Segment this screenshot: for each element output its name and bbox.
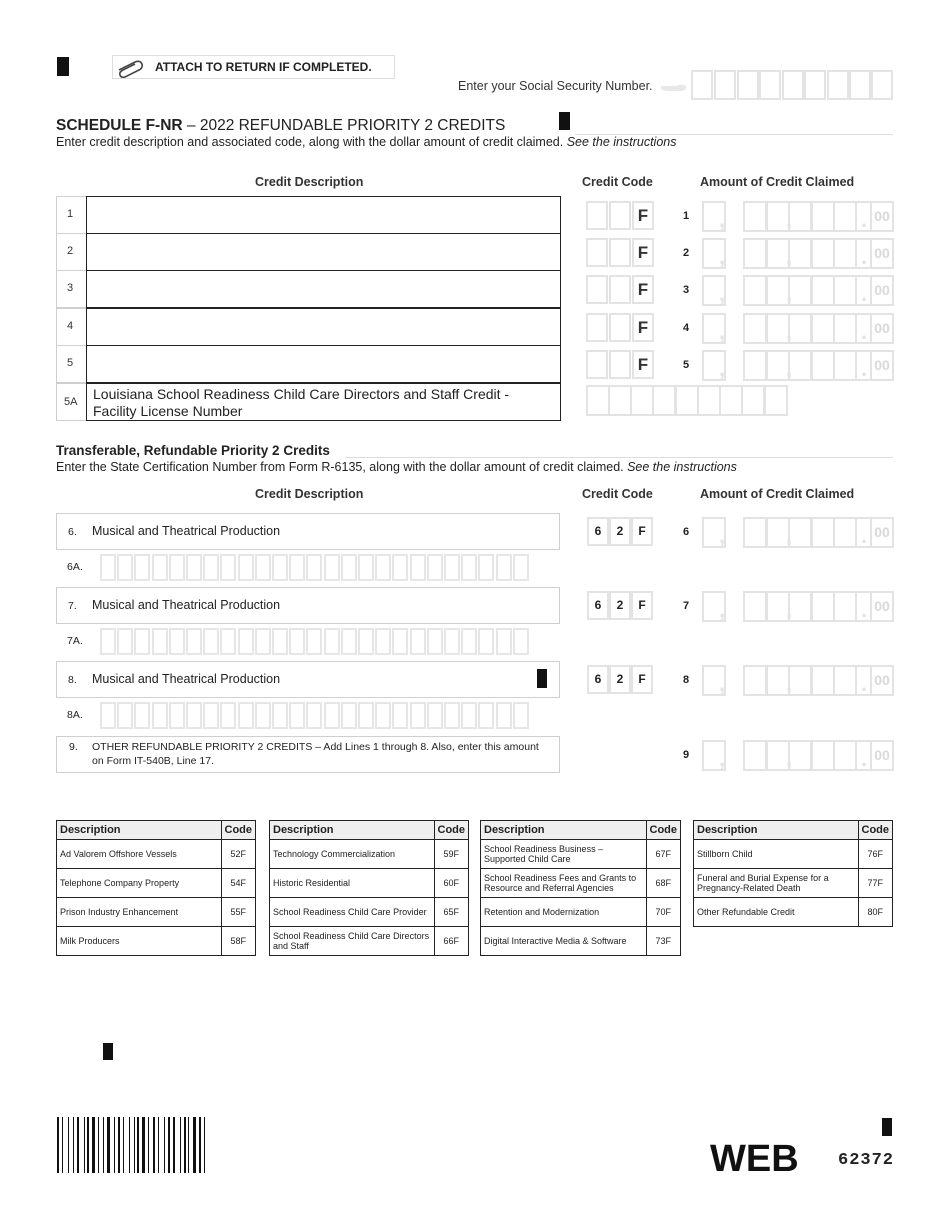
code-char: 2 — [609, 665, 631, 694]
row-9-number: 9. — [69, 741, 78, 753]
code-char: F — [631, 591, 653, 620]
credit-code: 58F — [221, 927, 256, 956]
row-number-1: 1 — [67, 208, 74, 220]
code-table-code-header: Code — [858, 821, 893, 840]
table-row — [481, 869, 681, 898]
row-4-amount-label: 4 — [683, 322, 690, 334]
row-2-cents: 00 — [874, 245, 890, 261]
credit-description: Milk Producers — [57, 927, 222, 956]
col-header-credit-code: Credit Code — [582, 175, 653, 189]
code-char: 2 — [609, 517, 631, 546]
col-header-credit-code-2: Credit Code — [582, 487, 653, 501]
code-table-4 — [693, 820, 893, 927]
web-label: WEB — [710, 1138, 799, 1180]
credit-description: School Readiness Fees and Grants to Resource and Referral Agencies — [481, 869, 647, 898]
section2-rule — [345, 457, 893, 458]
table-row — [270, 869, 469, 898]
code-table-1 — [56, 820, 256, 956]
row-6-desc-text: Musical and Theatrical Production — [92, 524, 281, 538]
table-row — [694, 840, 893, 869]
credit-description: Stillborn Child — [694, 840, 859, 869]
instructions-see: See the instructions — [566, 135, 677, 149]
row-9-amount-label: 9 — [683, 749, 690, 761]
section2-instructions-text: Enter the State Certification Number from Form R-6135, along with the dollar amount of credit claimed. — [56, 460, 628, 474]
schedule-name: SCHEDULE F-NR — [56, 117, 183, 134]
credit-code: 68F — [646, 869, 681, 898]
col-header-credit-description-2: Credit Description — [255, 487, 364, 501]
ssn-label: Enter your Social Security Number. — [458, 79, 653, 93]
credit-description: School Readiness Business – Supported Child Care — [481, 840, 647, 869]
col-header-credit-description: Credit Description — [255, 175, 364, 189]
credit-code: 77F — [858, 869, 893, 898]
code-char: 6 — [587, 517, 609, 546]
credit-description: Technology Commercialization — [270, 840, 435, 869]
credit-code: 70F — [646, 898, 681, 927]
row-7a-number: 7A. — [67, 635, 83, 647]
row-1-amount-label: 1 — [683, 210, 690, 222]
instructions — [56, 135, 677, 149]
row-9-cents: 00 — [874, 747, 890, 763]
table-row — [57, 840, 256, 869]
row-3-description-input[interactable] — [86, 270, 561, 308]
code-table-3 — [480, 820, 681, 956]
table-row — [57, 869, 256, 898]
code-char: F — [631, 517, 653, 546]
attach-notice-text: ATTACH TO RETURN IF COMPLETED. — [155, 60, 372, 74]
credit-description: Digital Interactive Media & Software — [481, 927, 647, 956]
table-row — [57, 898, 256, 927]
row-4-description-input[interactable] — [86, 308, 561, 346]
credit-code: 54F — [221, 869, 256, 898]
row-6-number: 6. — [68, 526, 77, 538]
row-4-cents: 00 — [874, 320, 890, 336]
credit-description: Historic Residential — [270, 869, 435, 898]
code-char: 6 — [587, 665, 609, 694]
code-suffix: F — [632, 201, 654, 230]
row-number-3: 3 — [67, 282, 74, 294]
registration-marker — [103, 1043, 113, 1060]
credit-code: 67F — [646, 840, 681, 869]
row-7-cents: 00 — [874, 598, 890, 614]
credit-description: School Readiness Child Care Directors and Staff — [270, 927, 435, 956]
row-5-cents: 00 — [874, 357, 890, 373]
table-row — [694, 869, 893, 898]
row-8-amount-label: 8 — [683, 674, 690, 686]
table-row — [481, 840, 681, 869]
table-row — [270, 927, 469, 956]
code-table-2 — [269, 820, 469, 956]
table-row — [270, 898, 469, 927]
row-number-5: 5 — [67, 357, 74, 369]
row-7-amount-label: 7 — [683, 600, 690, 612]
row-5a-desc-line1: Louisiana School Readiness Child Care Directors and Staff Credit - — [93, 386, 510, 402]
row-1-description-input[interactable] — [86, 196, 561, 234]
row-2-amount-label: 2 — [683, 247, 690, 259]
code-suffix: F — [632, 313, 654, 342]
row-5-amount-label: 5 — [683, 359, 690, 371]
row-5a-desc-line2: Facility License Number — [93, 403, 243, 419]
schedule-subtitle: – 2022 REFUNDABLE PRIORITY 2 CREDITS — [182, 117, 506, 134]
credit-description: Prison Industry Enhancement — [57, 898, 222, 927]
code-suffix: F — [632, 275, 654, 304]
row-9-desc-line2: on Form IT-540B, Line 17. — [92, 755, 214, 767]
code-suffix: F — [632, 350, 654, 379]
row-8-desc-text: Musical and Theatrical Production — [92, 672, 281, 686]
row-6-cents: 00 — [874, 524, 890, 540]
row-number-4: 4 — [67, 320, 74, 332]
row-8a-number: 8A. — [67, 709, 83, 721]
table-row — [694, 898, 893, 927]
row-3-amount-label: 3 — [683, 284, 690, 296]
row-3-cents: 00 — [874, 282, 890, 298]
code-table-code-header: Code — [434, 821, 469, 840]
row-9-desc-line1: OTHER REFUNDABLE PRIORITY 2 CREDITS – Add Lines 1 through 8. Also, enter this amount — [92, 741, 539, 753]
credit-code: 76F — [858, 840, 893, 869]
credit-description: Ad Valorem Offshore Vessels — [57, 840, 222, 869]
credit-code: 65F — [434, 898, 469, 927]
row-8-number: 8. — [68, 674, 77, 686]
credit-description: School Readiness Child Care Provider — [270, 898, 435, 927]
row-6-amount-label: 6 — [683, 526, 690, 538]
code-table-code-header: Code — [646, 821, 681, 840]
col-header-amount-2: Amount of Credit Claimed — [700, 487, 855, 501]
schedule-title — [56, 117, 505, 135]
section2-title: Transferable, Refundable Priority 2 Credits — [56, 443, 330, 458]
row-6a-number: 6A. — [67, 561, 83, 573]
registration-marker — [57, 57, 69, 76]
row-9-description — [56, 736, 560, 773]
table-row — [481, 927, 681, 956]
credit-code: 73F — [646, 927, 681, 956]
row-5a-description — [86, 383, 561, 421]
table-row — [57, 927, 256, 956]
code-table-code-header: Code — [221, 821, 256, 840]
credit-code: 80F — [858, 898, 893, 927]
row-8-cents: 00 — [874, 672, 890, 688]
table-row — [481, 898, 681, 927]
section2-instructions — [56, 460, 737, 474]
col-header-amount: Amount of Credit Claimed — [700, 175, 855, 189]
credit-code: 59F — [434, 840, 469, 869]
table-row — [270, 840, 469, 869]
code-suffix: F — [632, 238, 654, 267]
form-number: 62372 — [838, 1151, 895, 1170]
code-table-desc-header: Description — [481, 821, 647, 840]
code-table-desc-header: Description — [270, 821, 435, 840]
paperclip-icon — [115, 58, 145, 78]
code-table-desc-header: Description — [57, 821, 222, 840]
attach-notice-box — [112, 55, 395, 79]
credit-description: Funeral and Burial Expense for a Pregnancy-Related Death — [694, 869, 859, 898]
code-char: F — [631, 665, 653, 694]
registration-marker — [559, 112, 570, 130]
row-number-5a: 5A — [64, 396, 78, 408]
section2-instructions-see: See the instructions — [627, 460, 737, 474]
code-char: 2 — [609, 591, 631, 620]
credit-code: 52F — [221, 840, 256, 869]
credit-code: 60F — [434, 869, 469, 898]
credit-description: Other Refundable Credit — [694, 898, 859, 927]
pointing-hand-icon — [660, 80, 688, 94]
row-1-cents: 00 — [874, 208, 890, 224]
code-table-desc-header: Description — [694, 821, 859, 840]
row-number-2: 2 — [67, 245, 74, 257]
credit-description: Telephone Company Property — [57, 869, 222, 898]
code-char: 6 — [587, 591, 609, 620]
credit-description: Retention and Modernization — [481, 898, 647, 927]
row-2-description-input[interactable] — [86, 233, 561, 271]
row-7-number: 7. — [68, 600, 77, 612]
credit-code: 66F — [434, 927, 469, 956]
registration-marker — [882, 1118, 892, 1136]
credit-code: 55F — [221, 898, 256, 927]
instructions-text: Enter credit description and associated code, along with the dollar amount of credit claimed. — [56, 135, 567, 149]
row-7-desc-text: Musical and Theatrical Production — [92, 598, 281, 612]
row-5-description-input[interactable] — [86, 345, 561, 383]
